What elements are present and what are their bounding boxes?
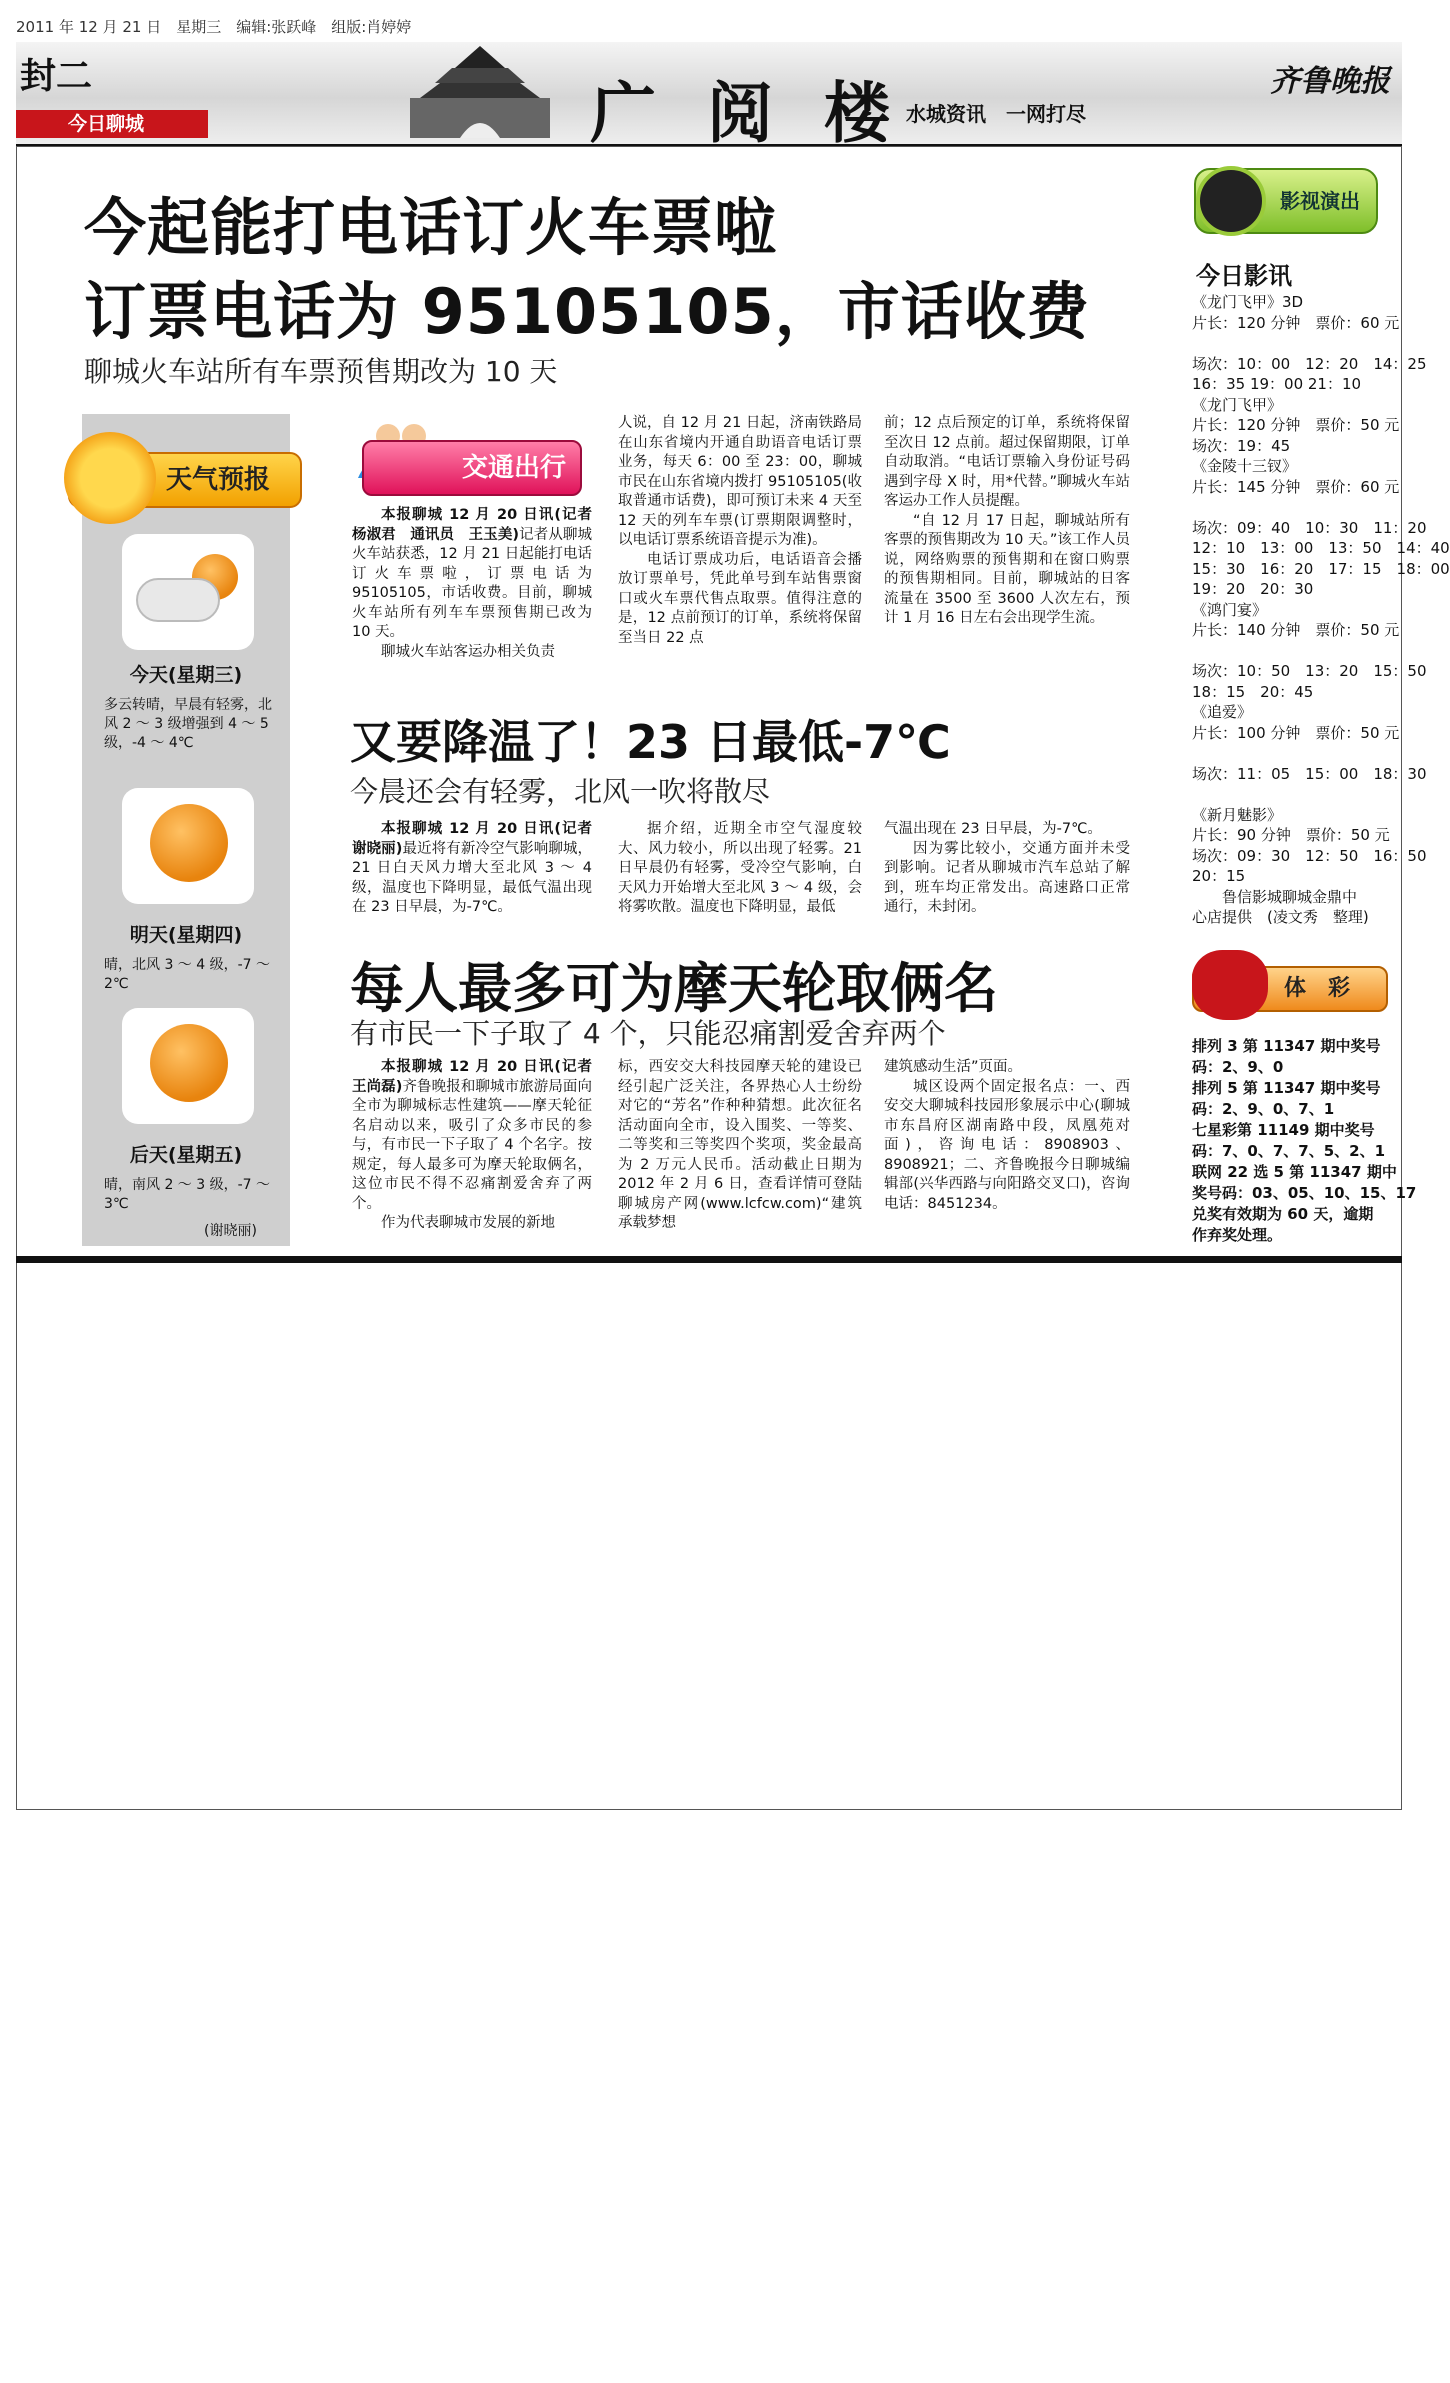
movie-line: 12：10 13：00 13：50 14：40 xyxy=(1192,539,1450,557)
story1-body-2b: 电话订票成功后，电话语音会播放订票单号，凭此单号到车站售票窗口或火车票代售点取票。值得注意的是，12 点前预订的订单，系统将保留至当日 22 点 xyxy=(618,551,862,646)
cloud-sun-icon xyxy=(122,534,254,650)
story3-headline: 每人最多可为摩天轮取俩名 xyxy=(350,957,998,1020)
lottery-line: 码：7、0、7、7、5、2、1 xyxy=(1192,1142,1386,1160)
story2-lead: 本报聊城 12 月 20 日讯(记者 谢晓丽) xyxy=(352,821,592,857)
movie-line: 片长：145 分钟 票价：60 元 xyxy=(1192,477,1400,496)
movie-line xyxy=(1192,497,1450,518)
section-label: 封二 xyxy=(20,56,93,97)
movie-line: 片长：140 分钟 票价：50 元 xyxy=(1192,621,1400,639)
movie-line: 《龙门飞甲》 xyxy=(1192,395,1283,414)
tower-illustration xyxy=(400,38,560,138)
story1-column-2 xyxy=(618,414,862,648)
weather-day-after: 后天(星期五) xyxy=(129,1144,243,1166)
movie-line: 场次：11：05 15：00 18：30 xyxy=(1192,764,1427,783)
story1-body-2: 人说，自 12 月 21 日起，济南铁路局在山东省境内开通自助语音电话订票业务，每天 6：00 至 23：00，聊城市民在山东省境内拨打 95105105(收取普通市话费)，即可预订未来 4 天至 12 天的列车车票(订票期限调整时，以电话订票系统语音提示为准)。 xyxy=(618,415,862,548)
story1-subhead: 聊城火车站所有车票预售期改为 10 天 xyxy=(84,355,558,388)
movie-line: 《金陵十三钗》 xyxy=(1192,457,1298,475)
story2-body-1: 最近将有新冷空气影响聊城，21 日白天风力增大至北风 3 ～ 4 级，温度也下降明显，最低气温出现在 23 日早晨，为-7℃。 xyxy=(352,840,592,915)
story2-subhead: 今晨还会有轻雾，北风一吹将散尽 xyxy=(350,775,771,808)
movie-line: 15：30 16：20 17：15 18：00 xyxy=(1192,559,1450,578)
weather-day-today: 今天(星期三) xyxy=(129,664,243,686)
weather-text-after: 晴，南风 2 ～ 3 级，-7 ～ 3℃ xyxy=(104,1177,271,1212)
story1-lead: 本报聊城 12 月 20 日讯(记者 杨淑君 通讯员 王玉美) xyxy=(352,507,592,543)
lottery-line: 排列 5 第 11347 期中奖号 xyxy=(1192,1079,1381,1097)
movie-line: 20：15 xyxy=(1192,867,1246,885)
weather-badge: 天气预报 xyxy=(68,452,302,508)
film-reel-icon xyxy=(1196,166,1266,236)
lottery-line: 码：2、9、0、7、1 xyxy=(1192,1100,1335,1118)
story1-body-1b: 聊城火车站客运办相关负责 xyxy=(381,643,555,660)
section-tab: 今日聊城 xyxy=(16,110,208,138)
movie-line: 18：15 20：45 xyxy=(1192,682,1314,701)
story2-body-3: 气温出现在 23 日早晨，为-7℃。 xyxy=(884,821,1102,837)
story1-body-3b: “自 12 月 17 日起，聊城站所有客票的预售期改为 10 天。”该工作人员说，网络购票的预售期和在窗口购票的预售期相同。目前，聊城站的日客流量在 3500 至 3600 人次左右，预计 1 月 16 日左右会出现学生流。 xyxy=(884,512,1130,626)
story3-column-3 xyxy=(884,1058,1130,1214)
weather-text-tomorrow: 晴，北风 3 ～ 4 级，-7 ～ 2℃ xyxy=(104,957,271,992)
story2-column-1 xyxy=(352,820,592,918)
slogan: 水城资讯 一网打尽 xyxy=(906,102,1086,126)
page-title: 广 阅 楼 xyxy=(590,74,904,152)
lottery-line: 排列 3 第 11347 期中奖号 xyxy=(1192,1037,1381,1055)
movie-line: 《追爱》 xyxy=(1192,703,1253,721)
story3-column-2 xyxy=(618,1058,862,1234)
lottery-line: 七星彩第 11149 期中奖号 xyxy=(1192,1121,1375,1139)
movie-line: 片长：100 分钟 票价：50 元 xyxy=(1192,723,1400,742)
story1-body-3: 前；12 点后预定的订单，系统将保留至次日 12 点前。超过保留期限，订单自动取消。“电话订票输入身份证号码遇到字母 X 时，用*代替。”聊城火车站客运办工作人员提醒。 xyxy=(884,415,1130,509)
story2-column-2 xyxy=(618,820,862,918)
movie-line xyxy=(1192,743,1450,764)
story2-headline: 又要降温了！23 日最低-7℃ xyxy=(350,715,951,769)
sun-icon xyxy=(122,1008,254,1124)
movie-line: 场次：09：40 10：30 11：20 xyxy=(1192,518,1427,537)
story2-column-3 xyxy=(884,820,1130,918)
sun-icon xyxy=(122,788,254,904)
smiling-sun-icon xyxy=(64,432,156,524)
lottery-line: 奖号码：03、05、10、15、17 xyxy=(1192,1184,1417,1202)
story2-body-2: 据介绍，近期全市空气湿度较大、风力较小，所以出现了轻雾。21 日早晨仍有轻雾，受冷空气影响，白天风力开始增大至北风 3 ～ 4 级，会将雾吹散。温度也下降明显，最低 xyxy=(618,821,862,915)
story3-body-3: 建筑感动生活”页面。 xyxy=(884,1059,1023,1075)
story2-body-3b: 因为雾比较小，交通方面并未受到影响。记者从聊城市汽车总站了解到，班车均正常发出。高速路口正常通行，未封闭。 xyxy=(884,840,1130,915)
movie-line: 《新月魅影》 xyxy=(1192,805,1283,824)
story1-column-1 xyxy=(352,506,592,662)
movie-line: 《龙门飞甲》3D xyxy=(1192,293,1304,311)
story3-lead: 本报聊城 12 月 20 日讯(记者 王尚磊) xyxy=(352,1059,592,1095)
movie-line xyxy=(1192,784,1450,805)
story3-body-2: 标，西安交大科技园摩天轮的建设已经引起广泛关注，各界热心人士纷纷对它的“芳名”作种种猜想。此次征名活动面向全市，设入围奖、一等奖、二等奖和三等奖四个奖项，奖金最高为 2 万元人民币。活动截止日期为 2012 年 2 月 6 日，查看详情可登陆聊城房产网(www.lcfcw.com)“建筑承载梦想 xyxy=(618,1059,862,1231)
lottery-badge: 体 彩 xyxy=(1192,966,1388,1012)
money-bag-icon xyxy=(1192,950,1268,1020)
lottery-line: 码：2、9、0 xyxy=(1192,1058,1284,1076)
movie-line: 16：35 19：00 21：10 xyxy=(1192,375,1362,393)
newspaper-masthead: 齐鲁晚报 xyxy=(1270,64,1390,99)
story1-body-1: 记者从聊城火车站获悉，12 月 21 日起能打电话订火车票啦，订票电话为 95105105，市话收费。目前，聊城火车站所有列车车票预售期已改为 10 天。 xyxy=(352,526,592,640)
movie-line: 《鸿门宴》 xyxy=(1192,600,1268,619)
weather-text-today: 多云转晴，早晨有轻雾，北风 2 ～ 3 级增强到 4 ～ 5 级，-4 ～ 4℃ xyxy=(104,697,272,751)
story3-subhead: 有市民一下子取了 4 个，只能忍痛割爱舍弃两个 xyxy=(350,1017,946,1050)
movie-line: 鲁信影城聊城金鼎中 xyxy=(1192,887,1358,906)
traffic-badge: 交通出行 xyxy=(362,440,582,496)
movie-line: 片长：120 分钟 票价：60 元 xyxy=(1192,313,1400,332)
movie-line: 场次：19：45 xyxy=(1192,436,1291,455)
movie-line: 场次：10：00 12：20 14：25 xyxy=(1192,354,1427,373)
movie-line: 片长：120 分钟 票价：50 元 xyxy=(1192,416,1400,434)
story3-body-1b: 作为代表聊城市发展的新地 xyxy=(381,1215,555,1231)
lottery-line: 兑奖有效期为 60 天，逾期 xyxy=(1192,1205,1374,1223)
story1-headline-1: 今起能打电话订火车票啦 xyxy=(84,191,778,264)
story3-body-3b: 城区设两个固定报名点：一、西安交大聊城科技园形象展示中心(聊城市东昌府区湖南路中段，凤凰苑对面)，咨询电话：8908903、8908921；二、齐鲁晚报今日聊城编辑部(兴华西路与向阳路交叉口)，咨询电话：8451234。 xyxy=(884,1078,1130,1212)
lottery-line: 作弃奖处理。 xyxy=(1192,1226,1283,1244)
story1-headline-2: 订票电话为 95105105，市话收费 xyxy=(84,275,1090,348)
lottery-results xyxy=(1192,1036,1416,1246)
story3-body-1: 齐鲁晚报和聊城市旅游局面向全市为聊城标志性建筑——摩天轮征名启动以来，吸引了众多市民的参与，有市民一下子取了 4 个名字。按规定，每人最多可为摩天轮取俩名，这位市民不得不忍痛割爱舍弃了两个。 xyxy=(352,1078,592,1212)
movies-badge: 影视演出 xyxy=(1194,168,1378,234)
page-meta: 2011 年 12 月 21 日 星期三 编辑:张跃峰 组版:肖婷婷 xyxy=(16,18,412,36)
movie-line: 心店提供 (凌文秀 整理) xyxy=(1192,908,1369,926)
lottery-line: 联网 22 选 5 第 11347 期中 xyxy=(1192,1163,1397,1181)
movie-line: 场次：10：50 13：20 15：50 xyxy=(1192,662,1427,680)
story3-column-1 xyxy=(352,1058,592,1234)
movies-heading: 今日影讯 xyxy=(1196,262,1292,290)
movie-line xyxy=(1192,333,1450,354)
movie-line: 片长：90 分钟 票价：50 元 xyxy=(1192,826,1390,844)
weather-credit: (谢晓丽) xyxy=(204,1223,257,1239)
movie-line: 19：20 20：30 xyxy=(1192,580,1314,598)
story1-column-3 xyxy=(884,414,1130,629)
movie-listings xyxy=(1192,292,1450,928)
movie-line: 场次：09：30 12：50 16：50 xyxy=(1192,846,1427,865)
weather-day-tomorrow: 明天(星期四) xyxy=(129,924,243,946)
bottom-rule xyxy=(16,1256,1402,1263)
movie-line xyxy=(1192,641,1450,662)
